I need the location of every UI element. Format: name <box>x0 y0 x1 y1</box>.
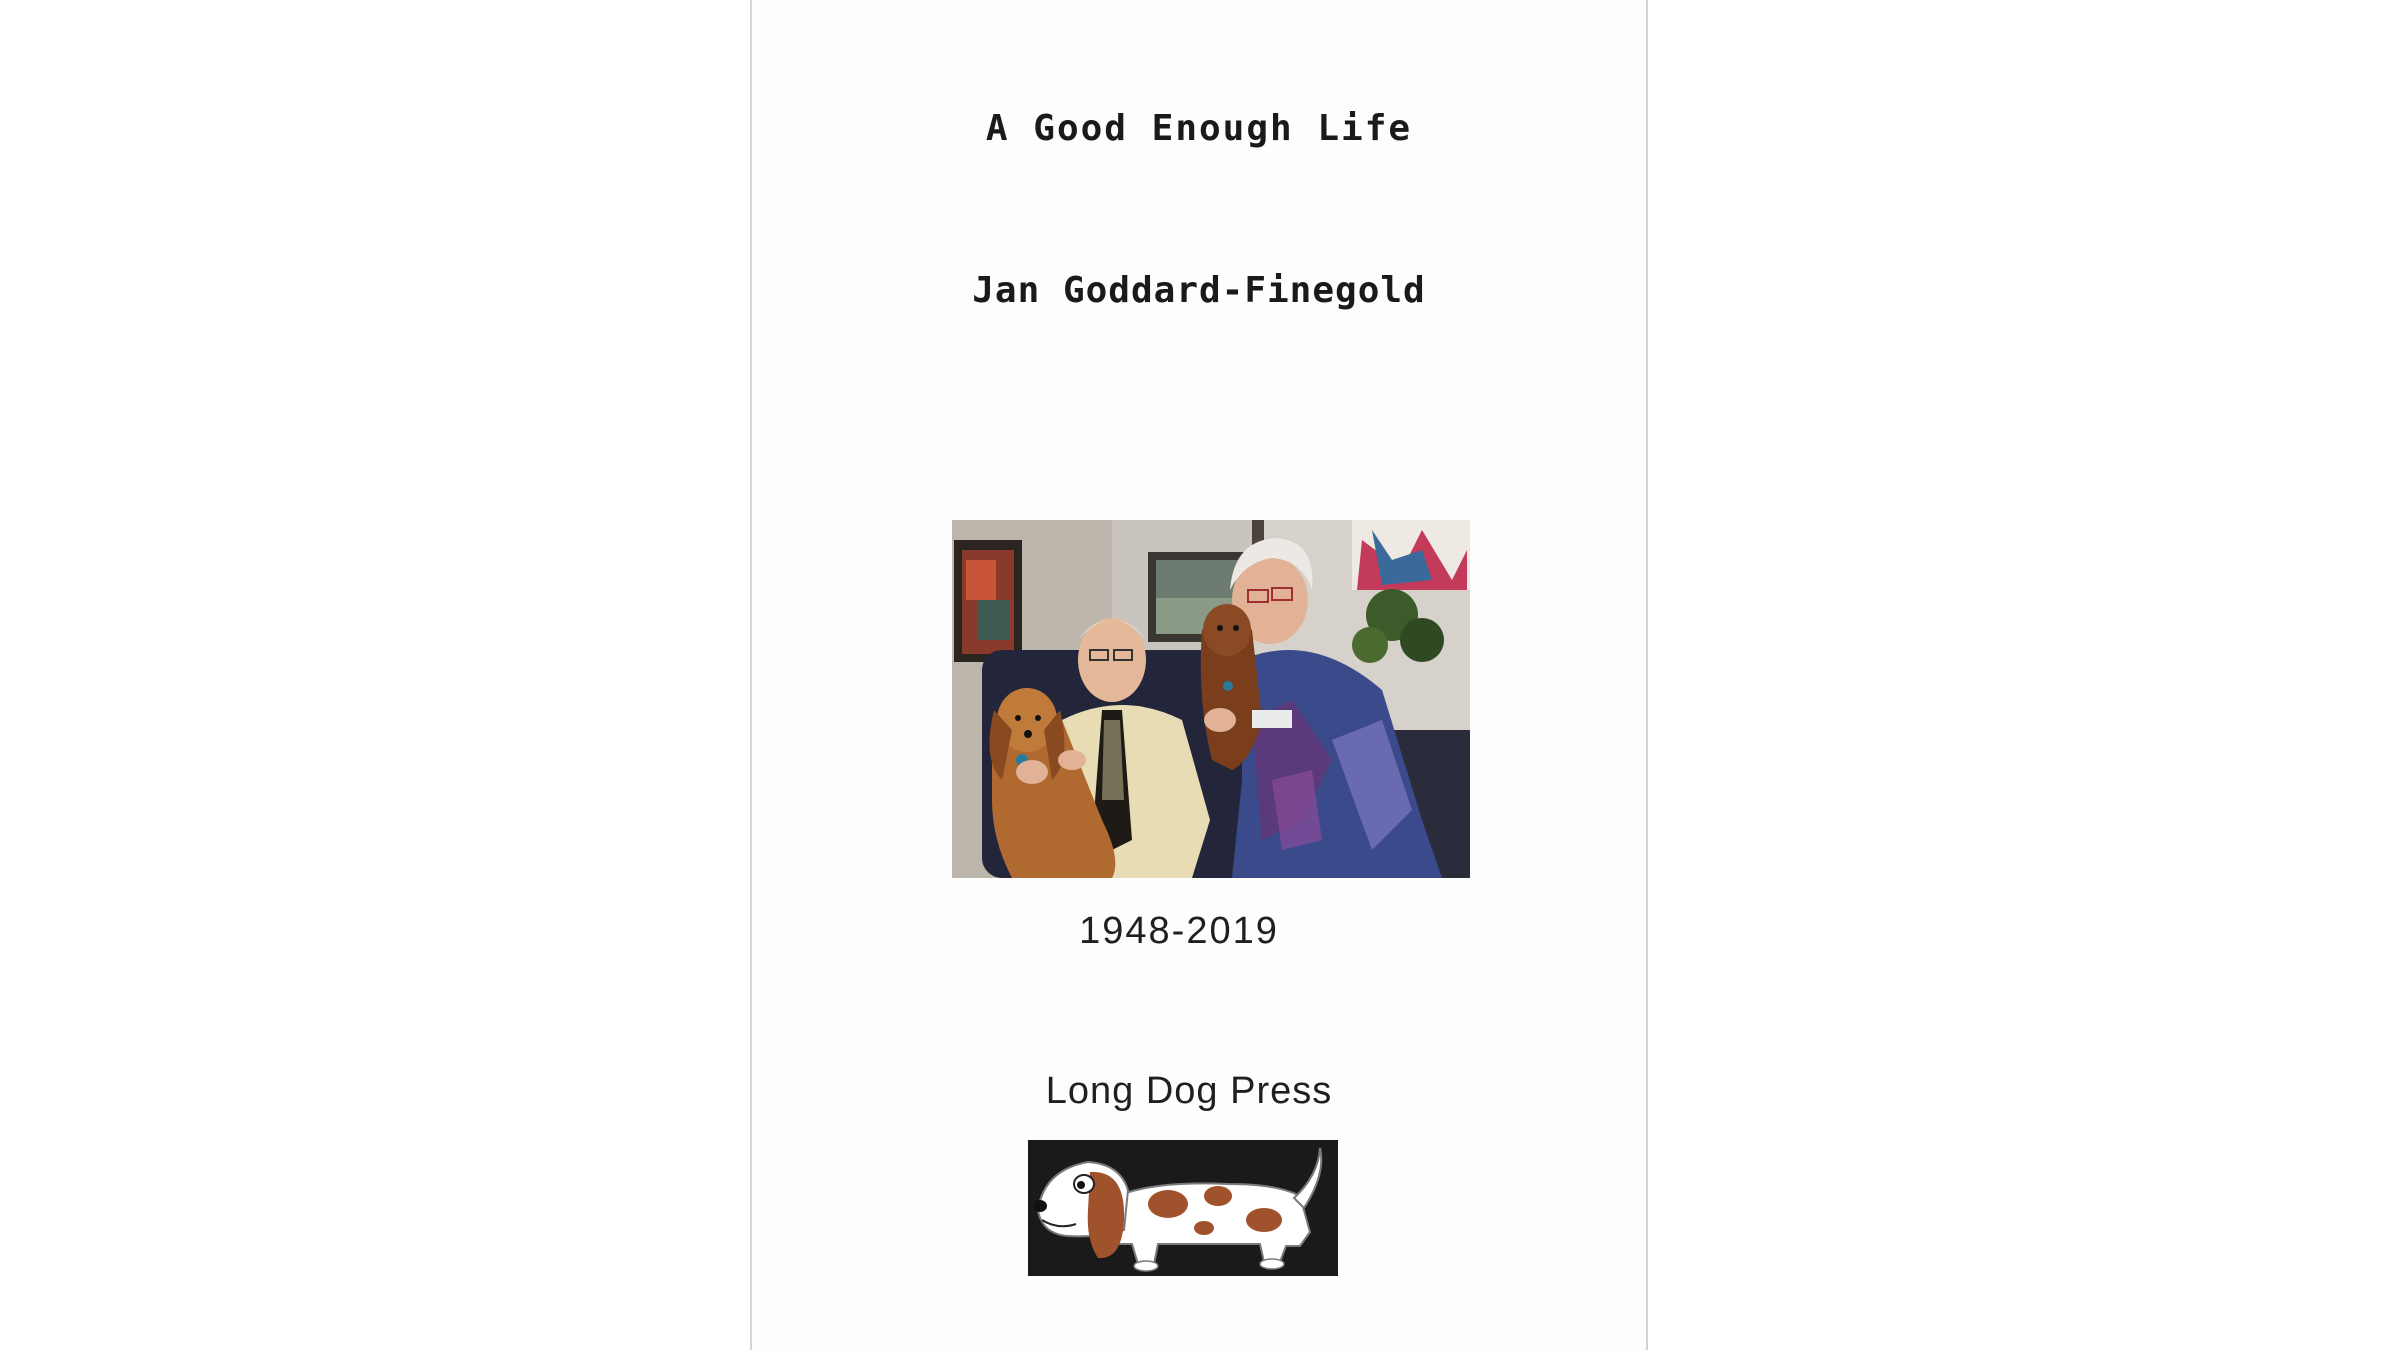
book-author: Jan Goddard-Finegold <box>972 270 1426 311</box>
publisher-name: Long Dog Press <box>1045 1070 1333 1112</box>
cover-photo <box>952 520 1470 878</box>
book-cover-page <box>750 0 1648 1350</box>
basset-hound-logo <box>1028 1140 1338 1276</box>
life-years: 1948-2019 <box>1079 910 1279 952</box>
book-title: A Good Enough Life <box>985 108 1413 149</box>
